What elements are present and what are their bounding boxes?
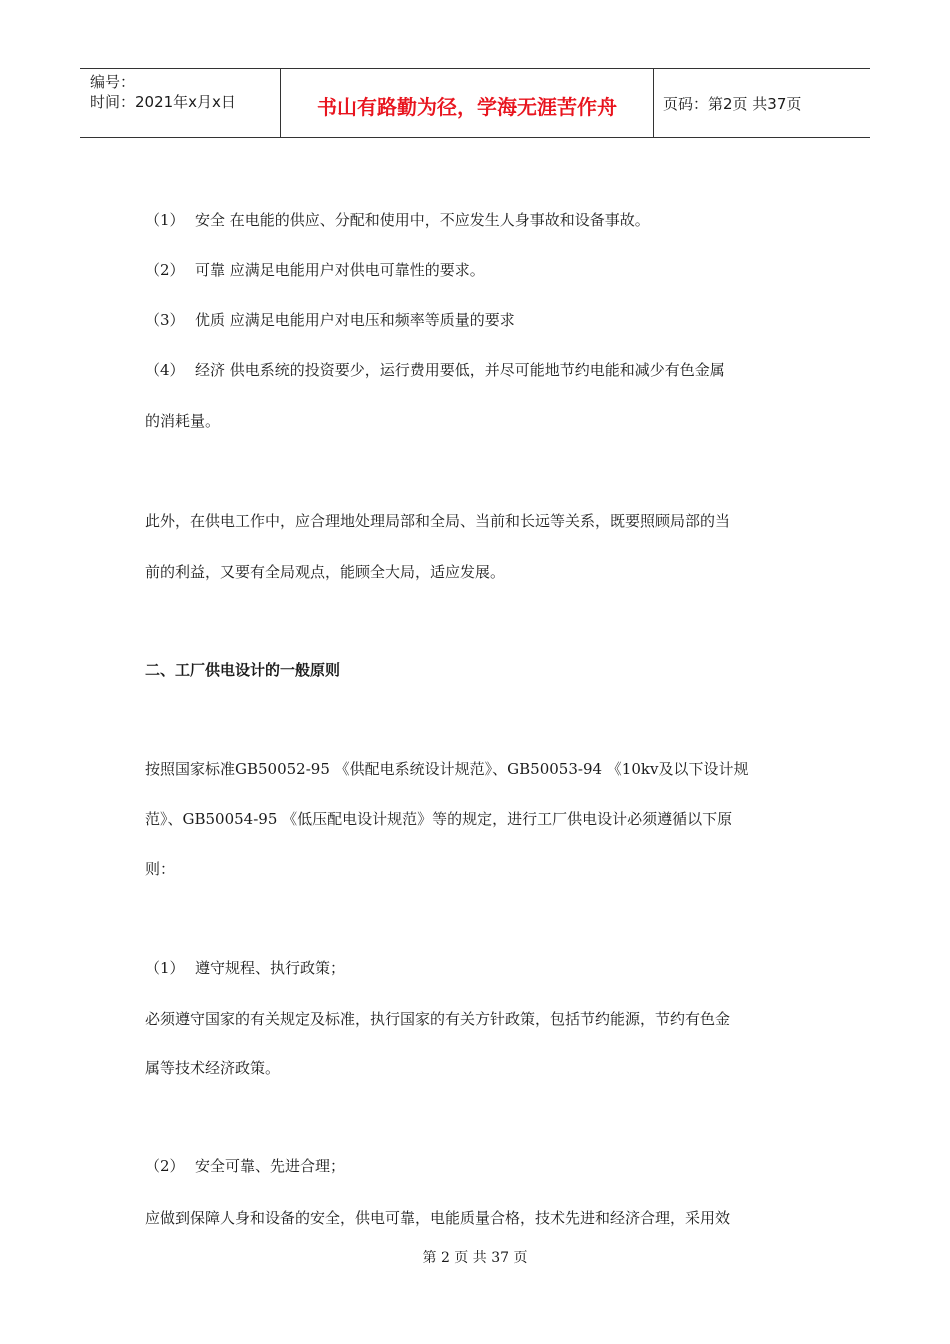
list-item-text: 优质 应满足电能用户对电压和频率等质量的要求: [195, 311, 515, 329]
list-item-number: （1）: [145, 211, 185, 229]
page-footer: 第 2 页 共 37 页: [422, 1250, 528, 1266]
document-header: [80, 68, 870, 138]
list-item-text: 经济 供电系统的投资要少，运行费用要低，并尽可能地节约电能和减少有色金属: [195, 361, 725, 379]
list-item: [145, 260, 485, 280]
header-motto-cell: [280, 69, 654, 137]
principle-number: （2）: [145, 1157, 185, 1175]
list-item: [145, 360, 725, 380]
list-item-number: （3）: [145, 311, 185, 329]
paragraph-line: 属等技术经济政策。: [145, 1059, 281, 1077]
paragraph-line: 此外，在供电工作中，应合理地处理局部和全局、当前和长远等关系，既要照顾局部的当: [145, 512, 731, 530]
header-date: 时间：2021年x月x日: [90, 93, 236, 111]
header-page-info: 页码：第2页 共37页: [663, 95, 802, 113]
paragraph-line: 则：: [145, 860, 176, 878]
list-item-text: 可靠 应满足电能用户对供电可靠性的要求。: [195, 261, 485, 279]
header-number-label: 编号：: [90, 73, 136, 91]
list-item-number: （2）: [145, 261, 185, 279]
header-motto: 书山有路勤为径，学海无涯苦作舟: [317, 95, 617, 119]
section-heading: 二、工厂供电设计的一般原则: [145, 661, 341, 679]
list-item-text: 安全 在电能的供应、分配和使用中，不应发生人身事故和设备事故。: [195, 211, 650, 229]
principle-title-text: 遵守规程、执行政策；: [195, 959, 346, 977]
list-item: [145, 310, 515, 330]
principle-title-text: 安全可靠、先进合理；: [195, 1157, 346, 1175]
list-item: [145, 210, 650, 230]
list-item-number: （4）: [145, 361, 185, 379]
header-meta-cell: [80, 69, 280, 137]
list-item-continuation: 的消耗量。: [145, 412, 221, 430]
paragraph-line: 必须遵守国家的有关规定及标准，执行国家的有关方针政策，包括节约能源，节约有色金: [145, 1010, 731, 1028]
principle-title: [145, 958, 345, 978]
paragraph-line: 应做到保障人身和设备的安全，供电可靠，电能质量合格，技术先进和经济合理，采用效: [145, 1209, 731, 1227]
header-page-cell: [653, 69, 870, 137]
principle-title: [145, 1156, 345, 1176]
paragraph-line: 前的利益，又要有全局观点，能顾全大局，适应发展。: [145, 563, 506, 581]
paragraph-line: 按照国家标准GB50052-95 《供配电系统设计规范》、GB50053-94 《10kv及以下设计规: [145, 760, 749, 778]
principle-number: （1）: [145, 959, 185, 977]
paragraph-line: 范》、GB50054-95 《低压配电设计规范》等的规定，进行工厂供电设计必须遵循以下原: [145, 810, 733, 828]
